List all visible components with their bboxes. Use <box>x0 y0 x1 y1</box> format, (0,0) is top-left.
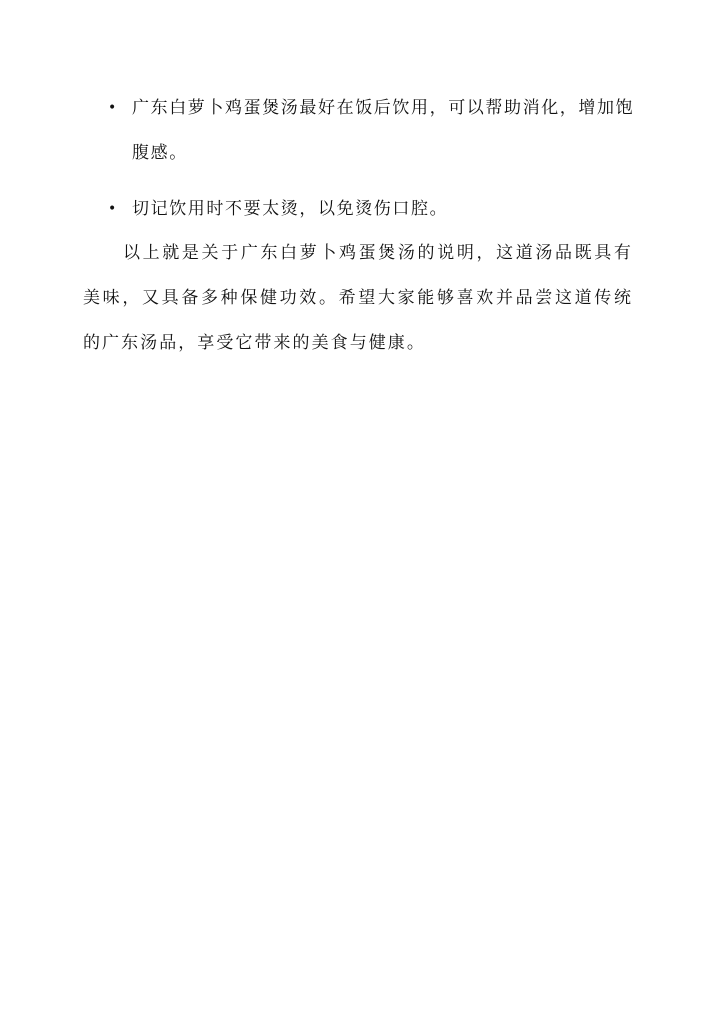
summary-paragraph: 以上就是关于广东白萝卜鸡蛋煲汤的说明，这道汤品既具有美味，又具备多种保健功效。希望大家能够喜欢并品尝这道传统的广东汤品，享受它带来的美食与健康。 <box>83 243 633 353</box>
bullet-item-not-too-hot <box>108 187 638 232</box>
bullet-item-after-meal <box>108 86 638 176</box>
bullet-marker: • <box>108 201 118 217</box>
tips-bullet-list <box>108 86 638 243</box>
bullet-text-after-meal: 广东白萝卜鸡蛋煲汤最好在饭后饮用，可以帮助消化，增加饱腹感。 <box>132 98 635 163</box>
bullet-text-not-too-hot: 切记饮用时不要太烫，以免烫伤口腔。 <box>132 199 449 219</box>
bullet-marker: • <box>108 100 118 116</box>
